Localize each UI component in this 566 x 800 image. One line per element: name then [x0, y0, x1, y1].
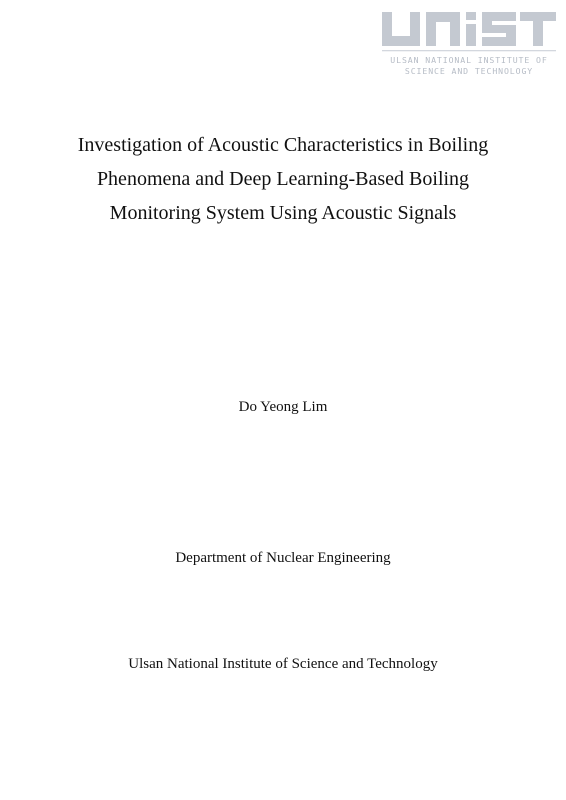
author-name: Do Yeong Lim	[238, 399, 328, 415]
unist-wordmark-icon	[378, 8, 560, 54]
thesis-title-line2: Phenomena and Deep Learning-Based Boiling	[96, 168, 470, 190]
logo-subtitle-line2: SCIENCE AND TECHNOLOGY	[404, 66, 534, 76]
thesis-title-line3: Monitoring System Using Acoustic Signals	[109, 202, 457, 224]
thesis-title-line1: Investigation of Acoustic Characteristics in Boiling	[77, 134, 489, 156]
department-name: Department of Nuclear Engineering	[175, 550, 391, 566]
unist-logo	[378, 8, 560, 82]
institution-name: Ulsan National Institute of Science and Technology	[128, 656, 438, 672]
logo-subtitle-line1: ULSAN NATIONAL INSTITUTE OF	[390, 55, 548, 65]
